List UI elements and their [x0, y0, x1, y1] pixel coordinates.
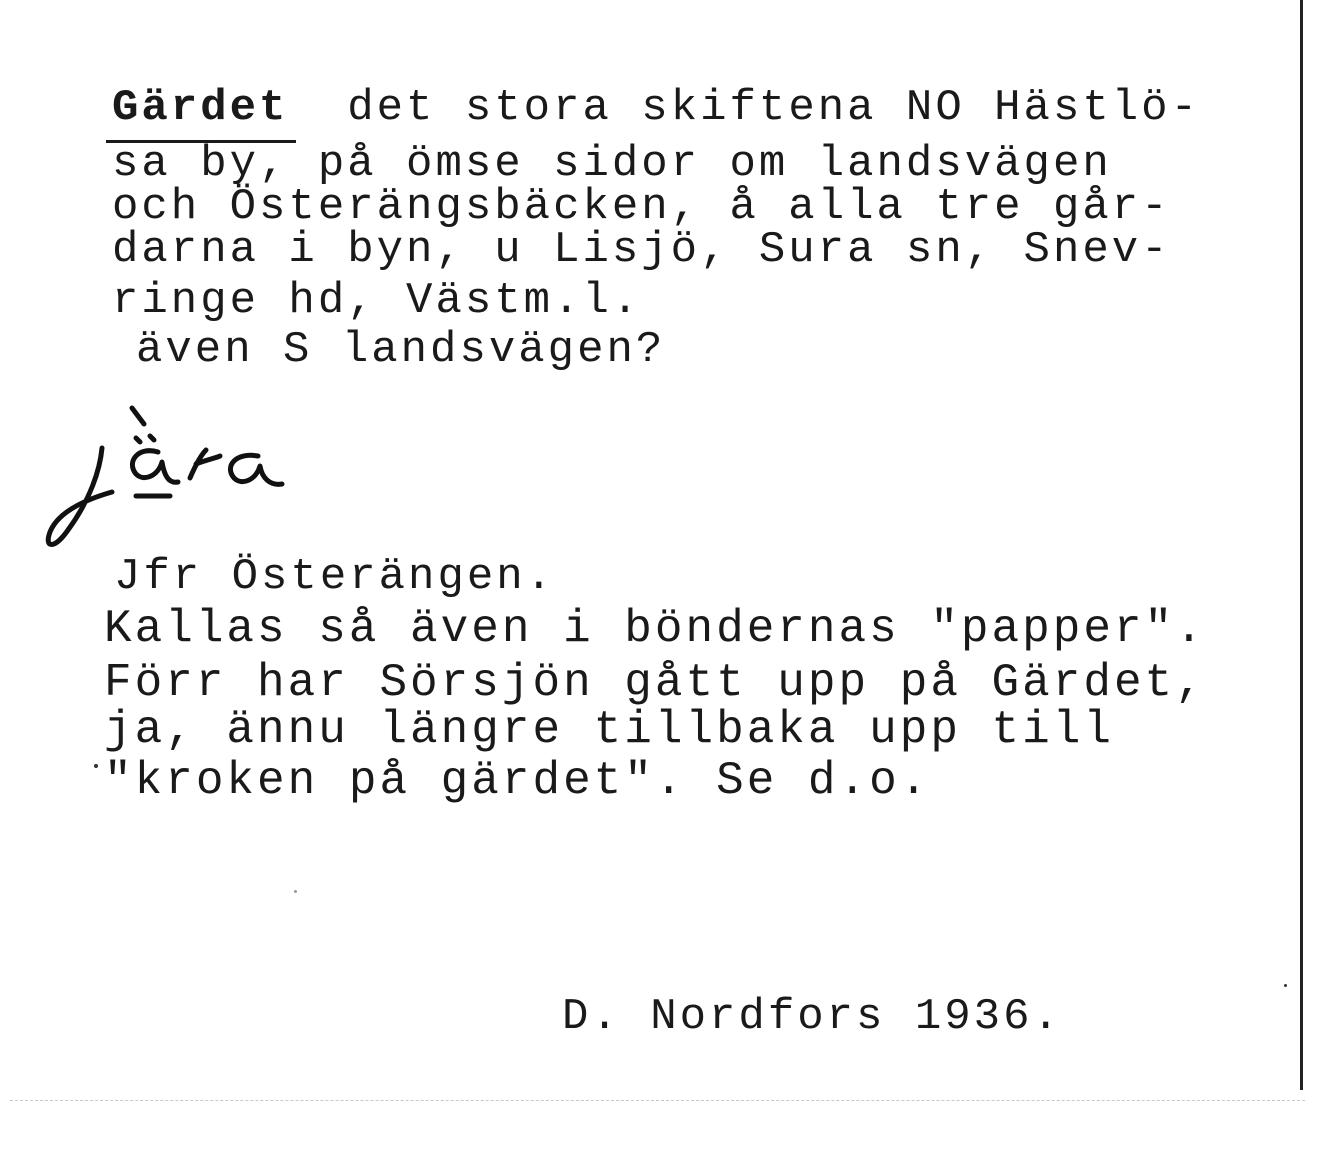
note-line-4: ja, ännu längre tillbaka upp till [104, 704, 1114, 756]
definition-line-3: och Österängsbäcken, å alla tre går- [112, 182, 1171, 232]
definition-line-6: även S landsvägen? [136, 325, 666, 375]
note-line-5: "kroken på gärdet". Se d.o. [104, 755, 931, 807]
letter-final-a-stroke [230, 455, 282, 484]
pronunciation-handwriting [40, 400, 290, 560]
accent-stroke [132, 408, 144, 424]
definition-line-4: darna i byn, u Lisjö, Sura sn, Snev- [112, 225, 1171, 275]
ink-speck [1284, 984, 1287, 987]
note-line-2: Kallas så även i böndernas "papper". [104, 603, 1206, 655]
umlaut-stroke [136, 436, 154, 442]
card-right-edge [1300, 0, 1303, 1090]
letter-a-stroke [132, 451, 178, 483]
card-bottom-edge [10, 1100, 1305, 1102]
definition-line-2: sa by, på ömse sidor om landsvägen [112, 139, 1112, 189]
letter-r-stroke [190, 450, 220, 478]
ink-speck [294, 890, 297, 893]
handwriting-drawing [40, 400, 290, 560]
headword: Gärdet [112, 83, 289, 133]
definition-line-1: det stora skiftena NO Hästlö- [347, 83, 1200, 133]
note-line-1: Jfr Österängen. [114, 552, 556, 602]
first-line [112, 83, 1200, 133]
letter-j-stroke [48, 448, 112, 545]
ink-speck [94, 764, 98, 768]
definition-line-5: ringe hd, Västm.l. [112, 276, 642, 326]
note-line-3: Förr har Sörsjön gått upp på Gärdet, [104, 657, 1206, 709]
signature: D. Nordfors 1936. [562, 992, 1062, 1042]
